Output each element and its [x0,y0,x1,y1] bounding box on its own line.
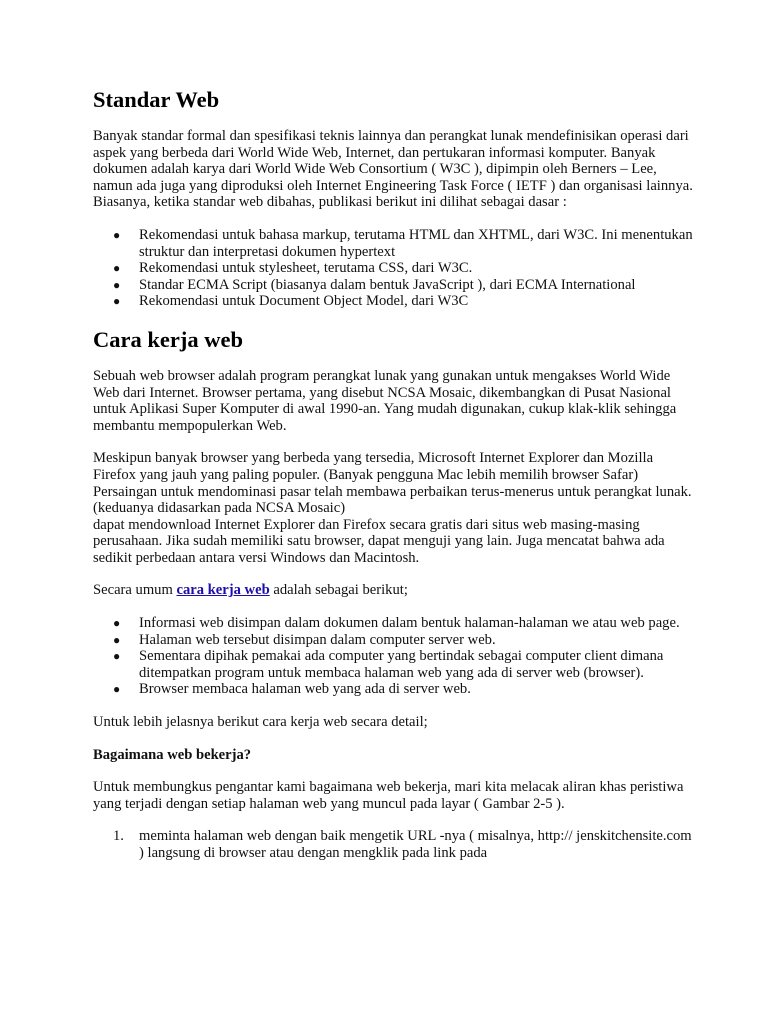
paragraph-lebih-jelas: Untuk lebih jelasnya berikut cara kerja web secara detail; [93,714,428,731]
bullet-icon: ● [113,616,121,631]
bullet-list-cara-kerja [93,615,693,698]
list-item: ● Rekomendasi untuk stylesheet, terutama CSS, dari W3C. [113,260,473,277]
subheading-bagaimana-web-bekerja: Bagaimana web bekerja? [93,746,252,763]
paragraph-browser-populer: Meskipun banyak browser yang berbeda yang tersedia, Microsoft Internet Explorer dan Mozilla Firefox yang jauh yang paling populer. (Banyak pengguna Mac lebih memilih browser Safar) Persaingan untuk mendominasi pasar telah membawa perbaikan terus-menerus untuk perangkat lunak. (keduanya didasarkan pada NCSA Mosaic) [93,450,692,517]
document-page [93,86,693,862]
bullet-icon: ● [113,632,121,647]
list-item: ● Halaman web tersebut disimpan dalam computer server web. [113,631,496,648]
numbered-list-steps [93,828,693,861]
paragraph-standar-dasar: Biasanya, ketika standar web dibahas, publikasi berikut ini dilihat sebagai dasar : [93,194,567,211]
list-item: 1. meminta halaman web dengan baik mengetik URL -nya ( misalnya, http:// jenskitchensite.com ) langsung di browser atau dengan mengklik pada link pada [113,828,692,861]
paragraph-browser-download: dapat mendownload Internet Explorer dan Firefox secara gratis dari situs web masing-masing perusahaan. Jika sudah memiliki satu browser, dapat menguji yang lain. Juga mencatat bahwa ada sedikit perbedaan antara versi Windows dan Macintosh. [93,516,665,566]
list-item: ● Sementara dipihak pemakai ada computer yang bertindak sebagai computer client dimana ditempatkan program untuk membaca halaman web yang ada di server web (browser). [113,648,664,681]
bullet-icon: ● [113,261,121,276]
paragraph-standar-intro: Banyak standar formal dan spesifikasi teknis lainnya dan perangkat lunak mendefinisikan operasi dari aspek yang berbeda dari World Wide Web, Internet, dan pertukaran informasi komputer. Banyak dokumen adalah karya dari World Wide Web Consortium ( W3C ), dipimpin oleh Berners – Lee, namun ada juga yang diproduksi oleh Internet Engineering Task Force ( IETF ) dan organisasi lainnya. [93,128,693,194]
list-item: ● Informasi web disimpan dalam dokumen dalam bentuk halaman-halaman we atau web page. [113,615,680,632]
list-item: ● Standar ECMA Script (biasanya dalam bentuk JavaScript ), dari ECMA International [113,276,636,293]
bullet-icon: ● [113,277,121,292]
section-title-standar-web: Standar Web [93,87,220,112]
cara-kerja-web-link[interactable]: cara kerja web [176,582,270,599]
list-item: ● Rekomendasi untuk Document Object Model, dari W3C [113,293,469,310]
step-number: 1. [113,828,124,845]
paragraph-secara-umum: Secara umum cara kerja web adalah sebagai berikut; [93,582,408,599]
bullet-icon: ● [113,227,121,242]
paragraph-pengantar: Untuk membungkus pengantar kami bagaimana web bekerja, mari kita melacak aliran khas peristiwa yang terjadi dengan setiap halaman web yang muncul pada layar ( Gambar 2-5 ). [93,779,684,812]
bullet-list-standar [93,227,693,310]
section-title-cara-kerja-web: Cara kerja web [93,326,243,352]
list-item: ● Rekomendasi untuk bahasa markup, terutama HTML dan XHTML, dari W3C. Ini menentukan struktur dan interpretasi dokumen hypertext [113,226,693,260]
list-item: ● Browser membaca halaman web yang ada di server web. [113,681,471,698]
bullet-icon: ● [113,649,121,664]
bullet-icon: ● [113,682,121,697]
paragraph-browser-intro: Sebuah web browser adalah program perangkat lunak yang gunakan untuk mengakses World Wide Web dari Internet. Browser pertama, yang disebut NCSA Mosaic, dikembangkan di Pusat Nasional untuk Aplikasi Super Komputer di awal 1990-an. Yang mudah digunakan, cukup klak-klik sehingga membantu mempopulerkan Web. [93,367,677,434]
bullet-icon: ● [113,294,121,309]
